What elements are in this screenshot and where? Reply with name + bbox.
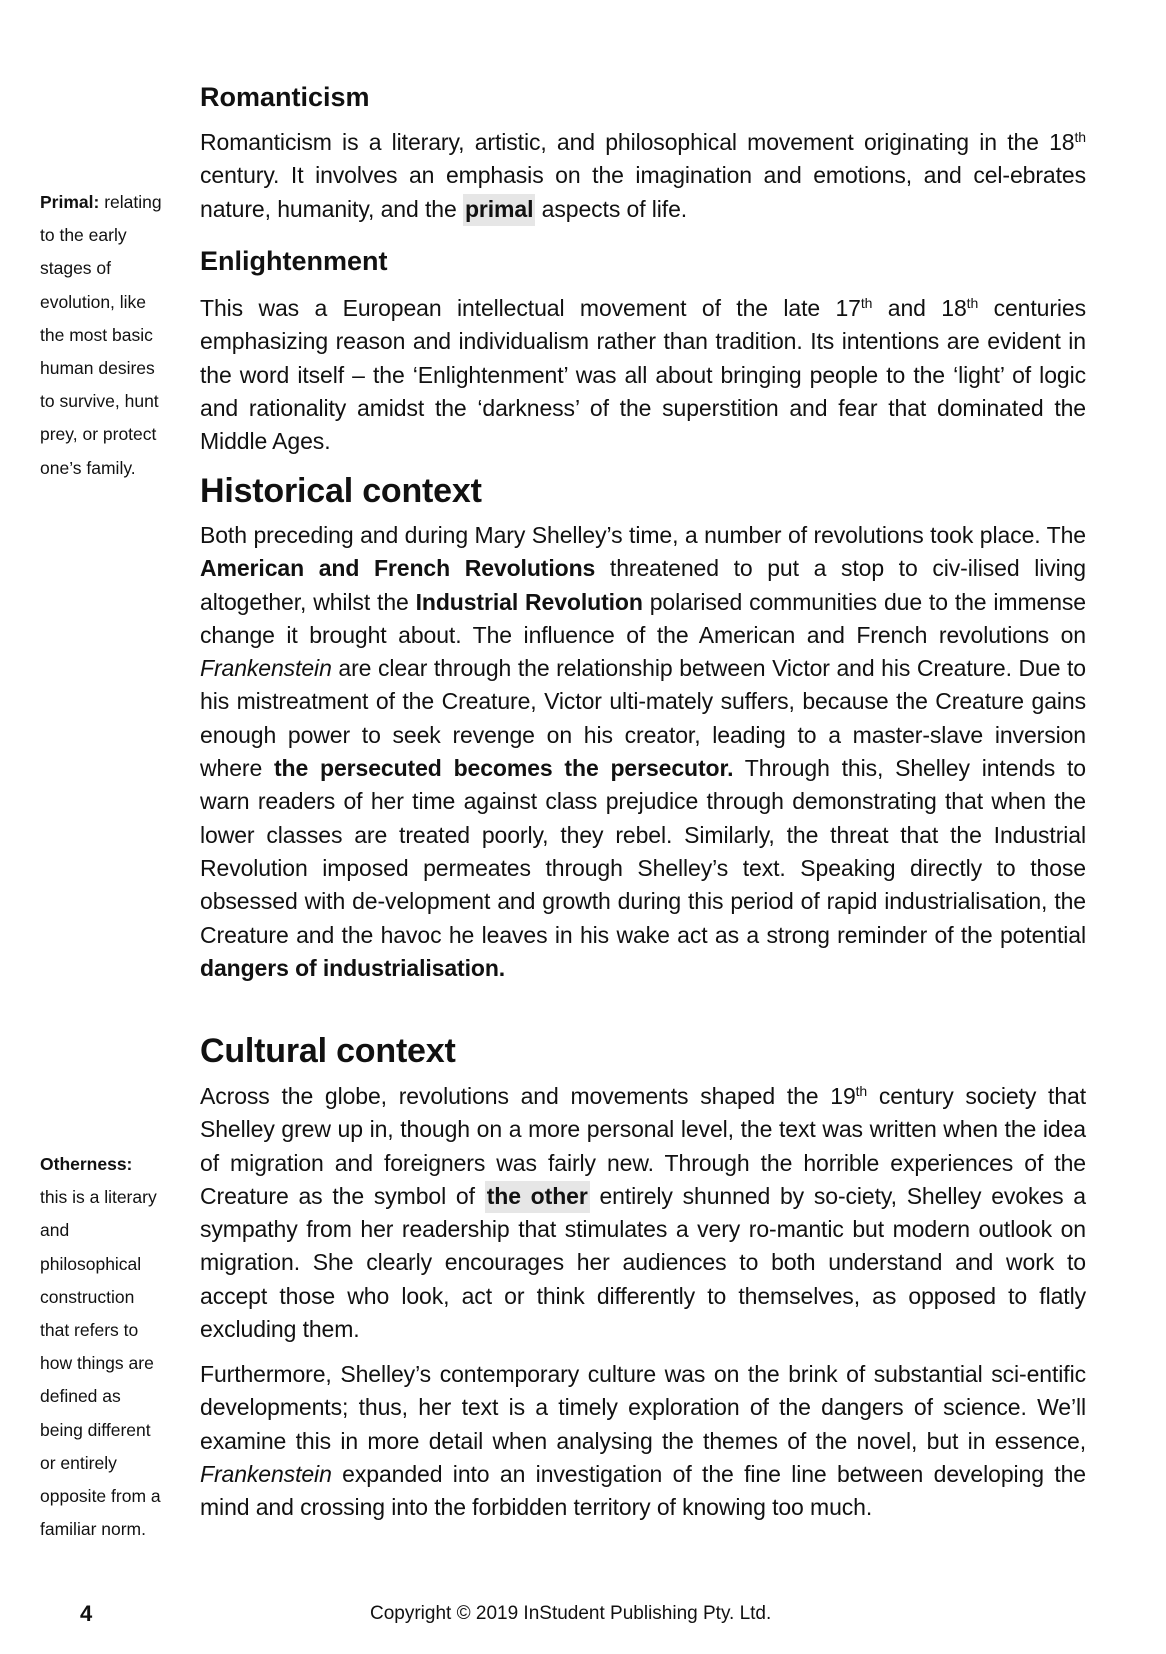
heading-cultural-context: Cultural context	[200, 1032, 456, 1070]
sidenote-term: Primal:	[40, 192, 100, 212]
highlight-primal: primal	[463, 194, 535, 226]
heading-historical-context: Historical context	[200, 472, 482, 510]
sidenote-line: being different	[40, 1419, 151, 1440]
sidenote-line: one’s family.	[40, 457, 136, 478]
sidenote-otherness	[40, 1148, 180, 1546]
sidenote-line: that refers to	[40, 1320, 139, 1341]
sidenote-term: Otherness:	[40, 1154, 133, 1174]
sidenote-line: to the early	[40, 225, 127, 246]
paragraph-cultural-context-2: Furthermore, Shelley’s contemporary culture was on the brink of substantial sci-entific developments; thus, her text is a timely exploration of the dangers of science. We’ll examine this in more detail when analysing the themes of the novel, but in essence, Frankenstein expanded into an investigation of the fine line between developing the mind and crossing into the forbidden territory of knowing too much.	[200, 1361, 1086, 1521]
sidenote-line: how things are	[40, 1353, 154, 1374]
sidenote-line: evolution, like	[40, 291, 147, 312]
page-number: 4	[80, 1601, 93, 1626]
heading-enlightenment: Enlightenment	[200, 246, 388, 276]
sidenote-line: to survive, hunt	[40, 391, 159, 412]
paragraph-enlightenment: This was a European intellectual movement of the late 17th and 18th centuries emphasizing reason and individualism rather than tradition. Its intentions are evident in the word itself – the ‘Enlightenment’ was all about bringing people to the ‘light’ of logic and rationality amidst the ‘darkness’ of the superstition and fear that dominated the Middle Ages.	[200, 295, 1087, 455]
highlight-the-other: the other	[485, 1181, 590, 1213]
sidenote-line: familiar norm.	[40, 1519, 146, 1540]
heading-romanticism: Romanticism	[200, 82, 370, 112]
sidenote-line: construction	[40, 1286, 135, 1307]
sidenote-primal	[40, 186, 180, 485]
sidenote-line: prey, or protect	[40, 424, 157, 445]
sidenote-line: this is a literary	[40, 1187, 157, 1208]
sidenote-line: stages of	[40, 258, 112, 279]
sidenote-line: the most basic	[40, 324, 153, 345]
sidenote-line: philosophical	[40, 1253, 142, 1274]
sidenote-line: or entirely	[40, 1452, 117, 1473]
paragraph-cultural-context-1: Across the globe, revolutions and movements shaped the 19th century society that Shelley grew up in, though on a more personal level, the text was written when the idea of migration and foreigners was fairly new. Through the horrible experiences of the Creature as the symbol of the other entirely shunned by so-ciety, Shelley evokes a sympathy from her readership that stimulates a very ro-mantic but modern outlook on migration. She clearly encourages her audiences to both understand and work to accept those who look, act or think differently to themselves, as opposed to flatly excluding them.	[200, 1083, 1086, 1343]
sidenote-line: opposite from a	[40, 1486, 161, 1507]
paragraph-romanticism: Romanticism is a literary, artistic, and philosophical movement originating in the 18th century. It involves an emphasis on the imagination and emotions, and cel-ebrates nature, humanity, and the primal aspects of life.	[200, 126, 1086, 226]
sidenote-line: human desires	[40, 358, 155, 379]
sidenote-line: and	[40, 1220, 70, 1241]
sidenote-line: defined as	[40, 1386, 121, 1407]
copyright-notice: Copyright © 2019 InStudent Publishing Pty. Ltd.	[370, 1603, 772, 1624]
sidenote-line: relating	[104, 192, 162, 212]
paragraph-historical-context: Both preceding and during Mary Shelley’s time, a number of revolutions took place. The American and French Revolutions threatened to put a stop to civ-ilised living altogether, whilst the Industrial Revolution polarised communities due to the immense change it brought about. The influence of the American and French revolutions on Frankenstein are clear through the relationship between Victor and his Creature. Due to his mistreatment of the Creature, Victor ulti-mately suffers, because the Creature gains enough power to seek revenge on his creator, leading to a master-slave inversion where the persecuted becomes the persecutor. Through this, Shelley intends to warn readers of her time against class prejudice through demonstrating that when the lower classes are treated poorly, they rebel. Similarly, the threat that the Industrial Revolution imposed permeates through Shelley’s text. Speaking directly to those obsessed with de-velopment and growth during this period of rapid industrialisation, the Creature and the havoc he leaves in his wake act as a strong reminder of the potential dangers of industrialisation.	[200, 522, 1087, 981]
